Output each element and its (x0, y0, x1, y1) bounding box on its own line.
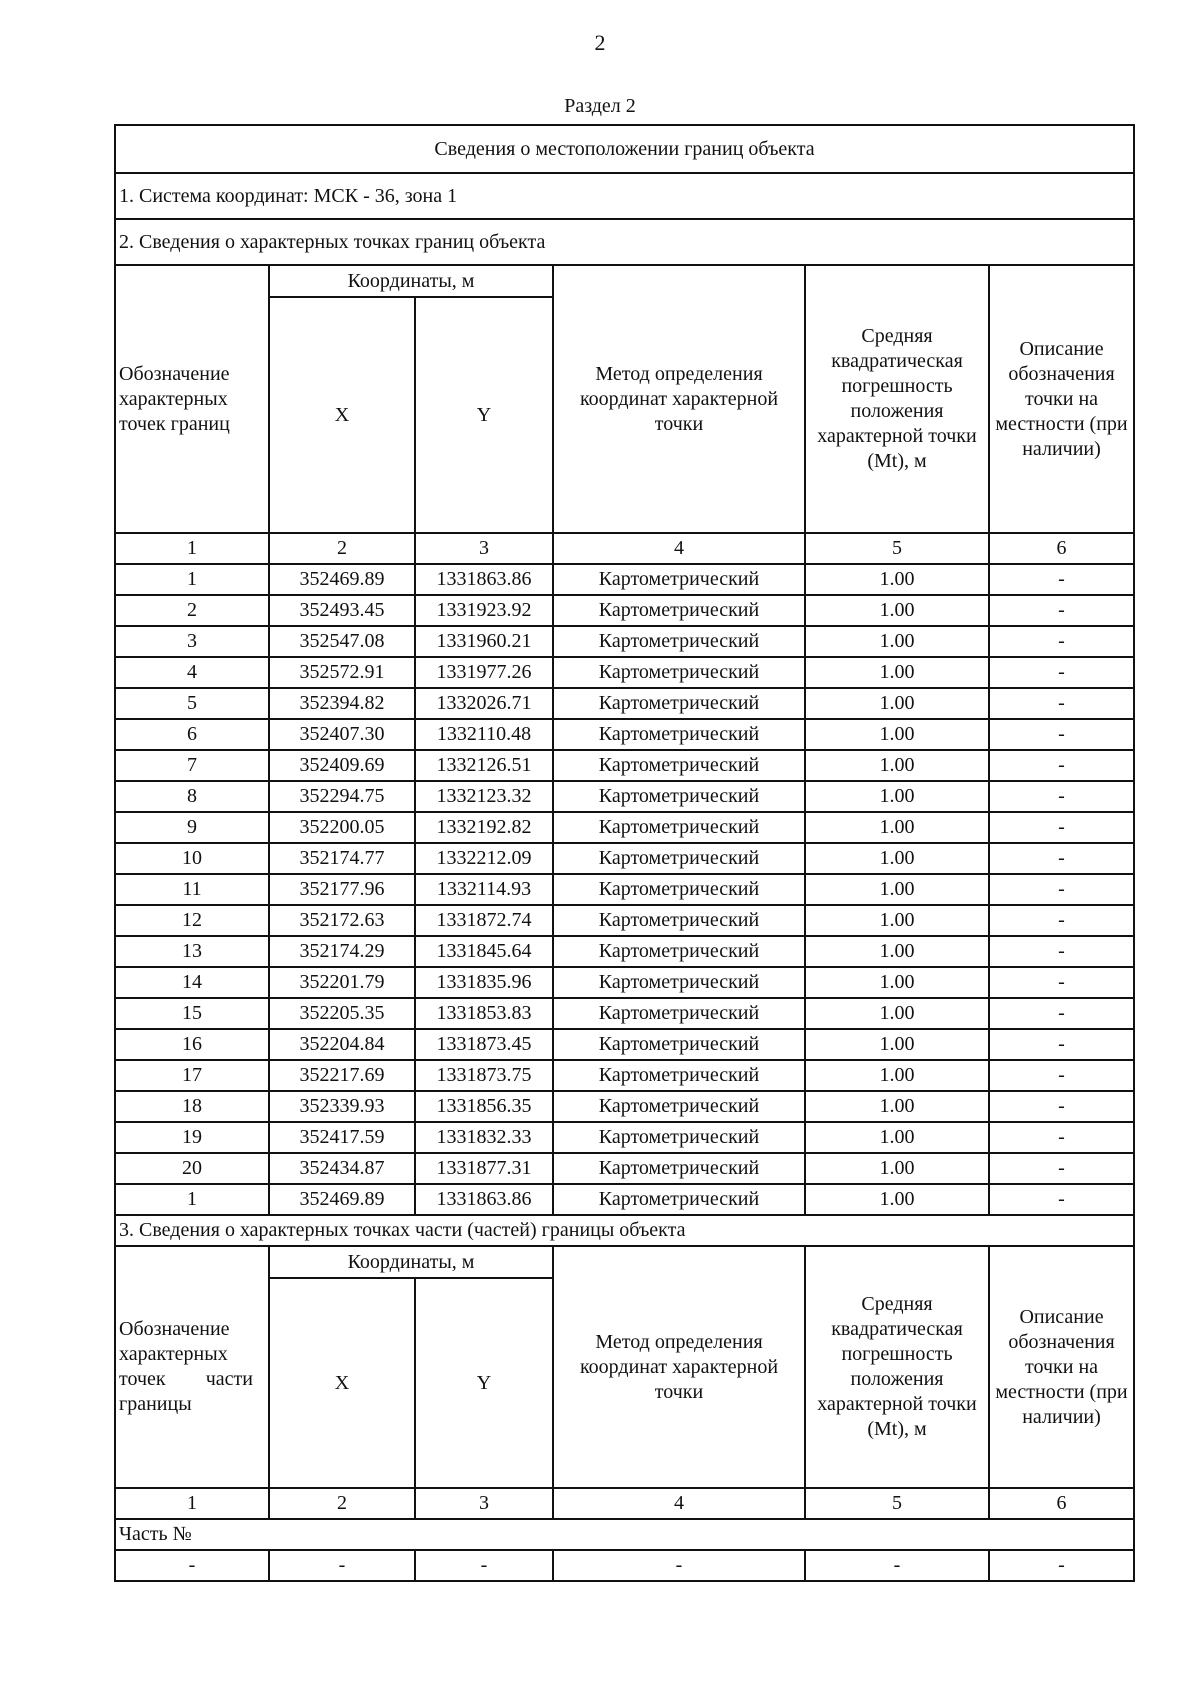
description-cell: - (989, 657, 1134, 688)
coord-x-cell: 352172.63 (269, 905, 415, 936)
point-row (115, 595, 1134, 626)
points-section-title: 2. Сведения о характерных точках границ объекта (115, 219, 1134, 265)
point-row (115, 905, 1134, 936)
method-cell: - (553, 1550, 805, 1581)
method-cell: Картометрический (553, 750, 805, 781)
error-cell: 1.00 (805, 843, 989, 874)
part-point-row (115, 1550, 1134, 1581)
point-id-cell: 15 (115, 998, 269, 1029)
point-id-cell: 2 (115, 595, 269, 626)
coord-x-cell: 352201.79 (269, 967, 415, 998)
error-cell: 1.00 (805, 750, 989, 781)
method-cell: Картометрический (553, 657, 805, 688)
parts-header-designation (115, 1246, 269, 1488)
description-cell: - (989, 719, 1134, 750)
point-id-cell: 18 (115, 1091, 269, 1122)
point-id-cell: - (115, 1550, 269, 1581)
coord-x-cell: 352469.89 (269, 564, 415, 595)
coord-y-cell: 1332123.32 (415, 781, 553, 812)
coord-y-cell: 1331845.64 (415, 936, 553, 967)
parts-header-coordinates: Координаты, м (269, 1246, 553, 1278)
coord-y-cell: 1331863.86 (415, 1184, 553, 1215)
coord-y-cell: 1331877.31 (415, 1153, 553, 1184)
description-cell: - (989, 1550, 1134, 1581)
error-cell: 1.00 (805, 1091, 989, 1122)
description-cell: - (989, 998, 1134, 1029)
error-cell: 1.00 (805, 1060, 989, 1091)
method-cell: Картометрический (553, 781, 805, 812)
point-row (115, 843, 1134, 874)
error-cell: 1.00 (805, 1153, 989, 1184)
point-id-cell: 3 (115, 626, 269, 657)
error-cell: 1.00 (805, 1122, 989, 1153)
description-cell: - (989, 843, 1134, 874)
coord-x-cell: 352572.91 (269, 657, 415, 688)
coord-y-cell: 1331923.92 (415, 595, 553, 626)
point-id-cell: 11 (115, 874, 269, 905)
method-cell: Картометрический (553, 905, 805, 936)
method-cell: Картометрический (553, 1153, 805, 1184)
header-method: Метод определения координат характерной точки (553, 265, 805, 533)
description-cell: - (989, 1153, 1134, 1184)
description-cell: - (989, 874, 1134, 905)
description-cell: - (989, 1029, 1134, 1060)
coord-y-cell: 1331853.83 (415, 998, 553, 1029)
description-cell: - (989, 595, 1134, 626)
error-cell: 1.00 (805, 626, 989, 657)
method-cell: Картометрический (553, 1122, 805, 1153)
method-cell: Картометрический (553, 626, 805, 657)
table-title: Сведения о местоположении границ объекта (115, 125, 1134, 173)
point-row (115, 812, 1134, 843)
parts-column-number: 3 (415, 1488, 553, 1519)
parts-column-number: 2 (269, 1488, 415, 1519)
method-cell: Картометрический (553, 1184, 805, 1215)
description-cell: - (989, 564, 1134, 595)
point-row (115, 1122, 1134, 1153)
coord-y-cell: 1331856.35 (415, 1091, 553, 1122)
method-cell: Картометрический (553, 998, 805, 1029)
header-description: Описание обозначения точки на местности (при наличии) (989, 265, 1134, 533)
coord-x-cell: 352174.77 (269, 843, 415, 874)
point-row (115, 1060, 1134, 1091)
coord-y-cell: 1332192.82 (415, 812, 553, 843)
point-id-cell: 4 (115, 657, 269, 688)
coord-y-cell: 1331977.26 (415, 657, 553, 688)
boundary-table (114, 124, 1135, 1582)
points-column-number: 4 (553, 533, 805, 564)
coord-y-cell: 1332212.09 (415, 843, 553, 874)
description-cell: - (989, 1060, 1134, 1091)
method-cell: Картометрический (553, 874, 805, 905)
parts-header-error: Средняя квадратическая погрешность положения характерной точки (Mt), м (805, 1246, 989, 1488)
coord-y-cell: 1332114.93 (415, 874, 553, 905)
parts-column-number: 6 (989, 1488, 1134, 1519)
coord-y-cell: 1332110.48 (415, 719, 553, 750)
method-cell: Картометрический (553, 719, 805, 750)
point-id-cell: 20 (115, 1153, 269, 1184)
description-cell: - (989, 905, 1134, 936)
coord-x-cell: 352177.96 (269, 874, 415, 905)
point-id-cell: 5 (115, 688, 269, 719)
parts-header-method: Метод определения координат характерной точки (553, 1246, 805, 1488)
error-cell: 1.00 (805, 564, 989, 595)
point-row (115, 719, 1134, 750)
parts-column-number: 5 (805, 1488, 989, 1519)
coord-x-cell: 352407.30 (269, 719, 415, 750)
coord-x-cell: 352339.93 (269, 1091, 415, 1122)
description-cell: - (989, 1122, 1134, 1153)
point-id-cell: 1 (115, 1184, 269, 1215)
description-cell: - (989, 967, 1134, 998)
point-id-cell: 19 (115, 1122, 269, 1153)
coord-x-cell: 352217.69 (269, 1060, 415, 1091)
coord-x-cell: 352469.89 (269, 1184, 415, 1215)
description-cell: - (989, 1184, 1134, 1215)
point-id-cell: 9 (115, 812, 269, 843)
method-cell: Картометрический (553, 843, 805, 874)
coord-y-cell: 1331873.75 (415, 1060, 553, 1091)
point-id-cell: 14 (115, 967, 269, 998)
point-row (115, 688, 1134, 719)
points-column-number: 2 (269, 533, 415, 564)
point-row (115, 936, 1134, 967)
method-cell: Картометрический (553, 1091, 805, 1122)
coord-y-cell: 1331960.21 (415, 626, 553, 657)
method-cell: Картометрический (553, 812, 805, 843)
description-cell: - (989, 1091, 1134, 1122)
points-column-number: 5 (805, 533, 989, 564)
point-row (115, 1091, 1134, 1122)
point-row (115, 564, 1134, 595)
coord-y-cell: 1332026.71 (415, 688, 553, 719)
coord-x-cell: 352417.59 (269, 1122, 415, 1153)
point-id-cell: 13 (115, 936, 269, 967)
error-cell: 1.00 (805, 781, 989, 812)
coord-y-cell: 1331832.33 (415, 1122, 553, 1153)
parts-column-number: 1 (115, 1488, 269, 1519)
parts-header-y: Y (415, 1278, 553, 1488)
coord-y-cell: 1331872.74 (415, 905, 553, 936)
error-cell: 1.00 (805, 688, 989, 719)
error-cell: 1.00 (805, 1029, 989, 1060)
coord-x-cell: 352547.08 (269, 626, 415, 657)
error-cell: 1.00 (805, 1184, 989, 1215)
point-id-cell: 7 (115, 750, 269, 781)
coord-y-cell: 1332126.51 (415, 750, 553, 781)
error-cell: 1.00 (805, 657, 989, 688)
point-row (115, 626, 1134, 657)
method-cell: Картометрический (553, 564, 805, 595)
point-row (115, 657, 1134, 688)
method-cell: Картометрический (553, 595, 805, 626)
page-number: 2 (594, 30, 606, 55)
point-id-cell: 8 (115, 781, 269, 812)
parts-header-description: Описание обозначения точки на местности (при наличии) (989, 1246, 1134, 1488)
coord-y-cell: 1331873.45 (415, 1029, 553, 1060)
point-row (115, 998, 1134, 1029)
coord-x-cell: 352200.05 (269, 812, 415, 843)
part-label: Часть № (115, 1519, 1134, 1550)
method-cell: Картометрический (553, 936, 805, 967)
error-cell: - (805, 1550, 989, 1581)
method-cell: Картометрический (553, 688, 805, 719)
header-y: Y (415, 297, 553, 533)
method-cell: Картометрический (553, 967, 805, 998)
coord-x-cell: 352434.87 (269, 1153, 415, 1184)
parts-header-x: X (269, 1278, 415, 1488)
point-row (115, 874, 1134, 905)
point-row (115, 967, 1134, 998)
parts-column-number: 4 (553, 1488, 805, 1519)
parts-section-title: 3. Сведения о характерных точках части (частей) границы объекта (115, 1215, 1134, 1246)
point-id-cell: 12 (115, 905, 269, 936)
header-designation: Обозначение характерных точек границ (115, 265, 269, 533)
coord-y-cell: 1331863.86 (415, 564, 553, 595)
description-cell: - (989, 812, 1134, 843)
points-column-number: 3 (415, 533, 553, 564)
points-column-number: 6 (989, 533, 1134, 564)
error-cell: 1.00 (805, 967, 989, 998)
description-cell: - (989, 750, 1134, 781)
column-number-row (115, 533, 1134, 564)
coord-x-cell: 352409.69 (269, 750, 415, 781)
description-cell: - (989, 688, 1134, 719)
description-cell: - (989, 781, 1134, 812)
point-id-cell: 16 (115, 1029, 269, 1060)
point-row (115, 1153, 1134, 1184)
point-id-cell: 10 (115, 843, 269, 874)
error-cell: 1.00 (805, 812, 989, 843)
point-id-cell: 17 (115, 1060, 269, 1091)
coord-x-cell: 352394.82 (269, 688, 415, 719)
points-column-number: 1 (115, 533, 269, 564)
point-row (115, 1029, 1134, 1060)
header-error: Средняя квадратическая погрешность положения характерной точки (Mt), м (805, 265, 989, 533)
coord-x-cell: 352204.84 (269, 1029, 415, 1060)
point-row (115, 781, 1134, 812)
description-cell: - (989, 626, 1134, 657)
method-cell: Картометрический (553, 1060, 805, 1091)
error-cell: 1.00 (805, 905, 989, 936)
error-cell: 1.00 (805, 595, 989, 626)
coord-x-cell: 352174.29 (269, 936, 415, 967)
section-title: Раздел 2 (564, 95, 636, 117)
coord-y-cell: - (415, 1550, 553, 1581)
point-id-cell: 6 (115, 719, 269, 750)
description-cell: - (989, 936, 1134, 967)
coord-x-cell: 352493.45 (269, 595, 415, 626)
point-id-cell: 1 (115, 564, 269, 595)
coordinate-system: 1. Система координат: МСК - 36, зона 1 (115, 173, 1134, 219)
header-coordinates: Координаты, м (269, 265, 553, 297)
point-row (115, 750, 1134, 781)
error-cell: 1.00 (805, 998, 989, 1029)
point-row (115, 1184, 1134, 1215)
parts-header-designation-text: Обозначение характерных точек части границы (119, 1318, 253, 1415)
coord-x-cell: - (269, 1550, 415, 1581)
error-cell: 1.00 (805, 936, 989, 967)
coord-x-cell: 352205.35 (269, 998, 415, 1029)
method-cell: Картометрический (553, 1029, 805, 1060)
coord-x-cell: 352294.75 (269, 781, 415, 812)
error-cell: 1.00 (805, 719, 989, 750)
header-x: X (269, 297, 415, 533)
parts-column-number-row (115, 1488, 1134, 1519)
coord-y-cell: 1331835.96 (415, 967, 553, 998)
error-cell: 1.00 (805, 874, 989, 905)
